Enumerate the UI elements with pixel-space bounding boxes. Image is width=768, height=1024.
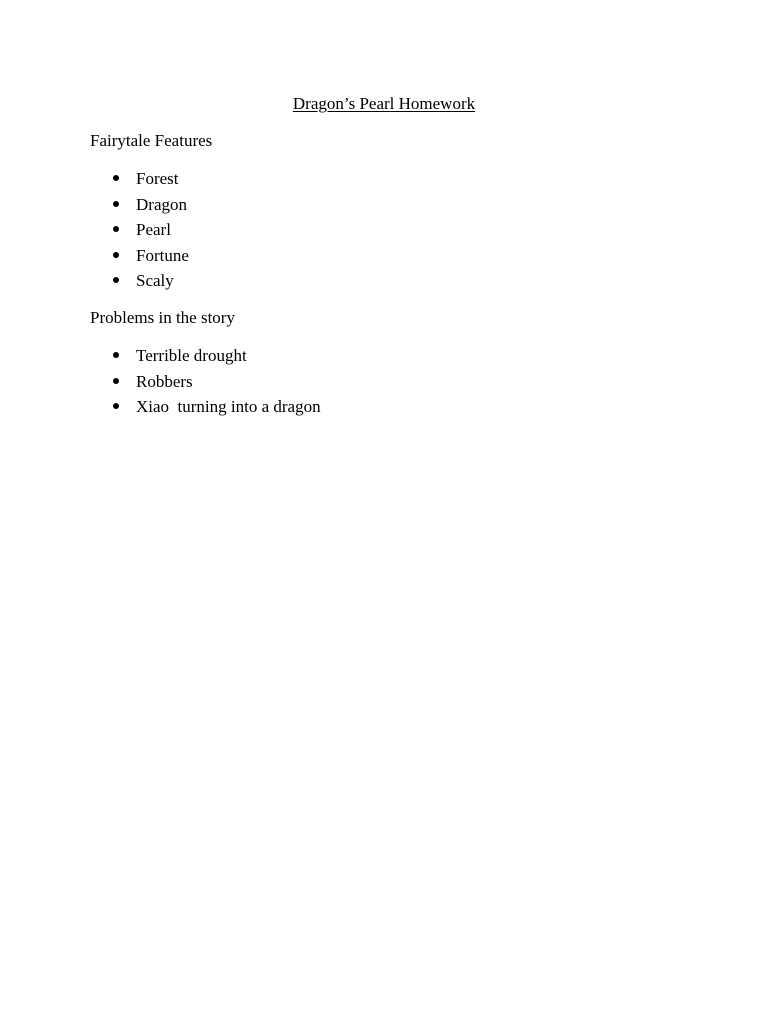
bullet-icon — [113, 252, 119, 258]
list-item-text: Forest — [136, 169, 179, 188]
list-item-text: Dragon — [136, 194, 187, 214]
bullet-icon — [113, 201, 119, 207]
document-title: Dragon’s Pearl Homework — [292, 94, 476, 113]
bullet-icon — [113, 352, 119, 358]
list-item-text: Pearl — [136, 220, 171, 239]
list-item-text: Fortune — [136, 245, 189, 265]
section-heading-fairytale-features: Fairytale Features — [90, 131, 213, 150]
bullet-icon — [113, 277, 119, 283]
list-item-text: Terrible drought — [136, 346, 247, 365]
list-item-text: Xiao turning into a dragon — [136, 397, 321, 416]
section-heading-problems-in-the-story: Problems in the story — [90, 308, 235, 327]
bullet-icon — [113, 226, 119, 232]
bullet-icon — [113, 378, 119, 384]
list-item-text: Robbers — [136, 371, 193, 391]
bullet-icon — [113, 175, 119, 181]
list-item-text: Scaly — [136, 271, 174, 290]
bullet-icon — [113, 403, 119, 409]
